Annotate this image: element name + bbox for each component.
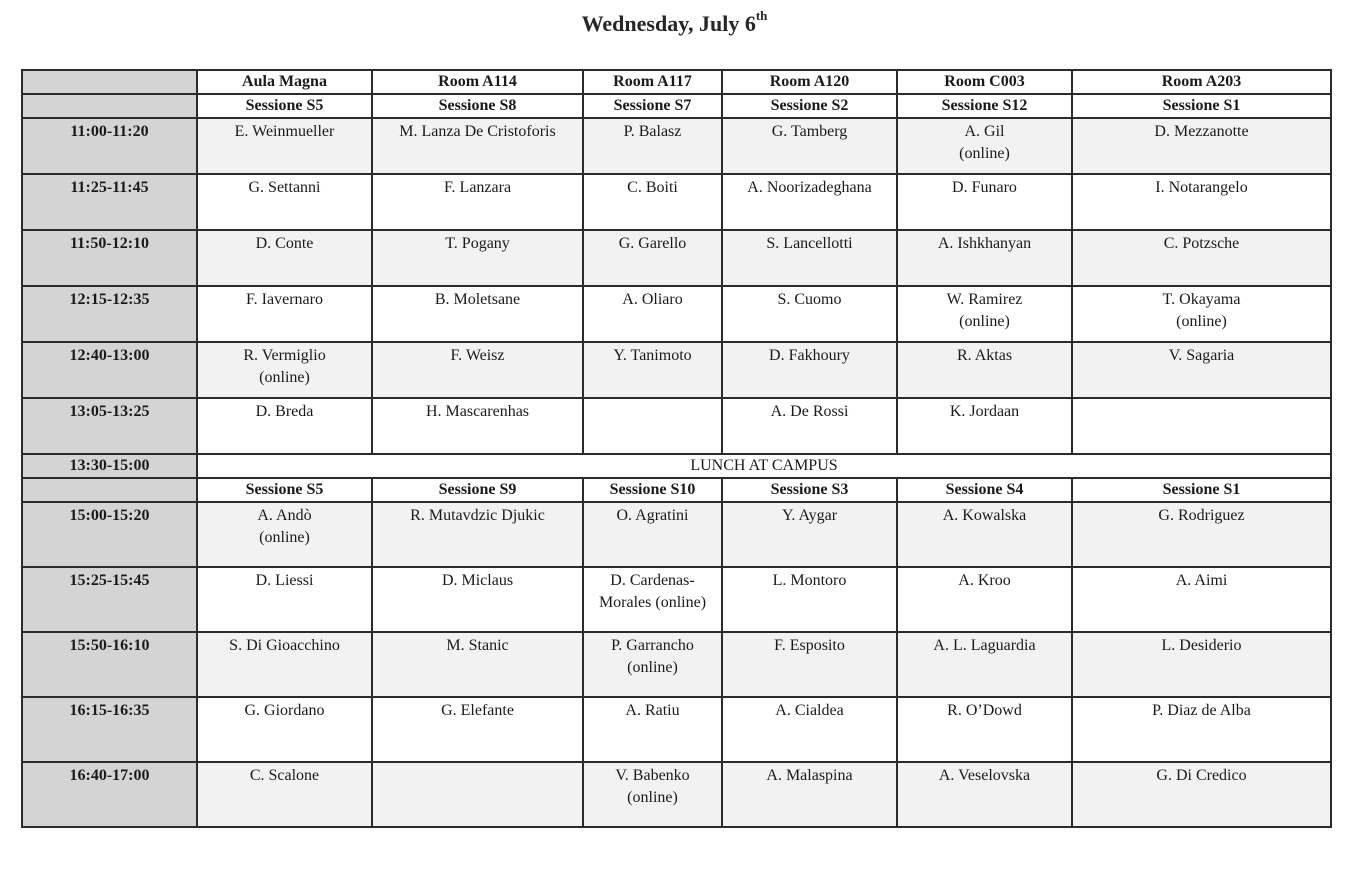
speaker-cell [372,762,583,827]
session-header-text: Sessione S2 [770,97,849,114]
speaker-cell-text: M. Lanza De Cristoforis [399,123,556,140]
speaker-cell [197,762,372,827]
speaker-cell-text: K. Jordaan [949,403,1020,420]
speaker-cell [583,174,722,230]
speaker-cell [897,567,1072,632]
speaker-cell [722,342,897,398]
session-header [372,94,583,118]
time-slot-text: 12:40-13:00 [69,347,150,364]
speaker-cell-text: C. Scalone [249,767,320,784]
table-row [22,230,1331,286]
speaker-cell-text: P. Balasz [623,123,682,140]
speaker-cell [722,632,897,697]
speaker-cell-text: D. Conte [255,235,314,252]
speaker-cell-text: A. Oliaro [622,291,683,308]
speaker-cell [372,697,583,762]
speaker-cell-text: E. Weinmueller [234,123,335,140]
speaker-cell-text: S. Cuomo [777,291,842,308]
session-header [197,478,372,502]
session-header-text: Sessione S1 [1162,97,1241,114]
time-slot-text: 11:25-11:45 [70,179,149,196]
speaker-cell [197,286,372,342]
speaker-cell [1072,567,1331,632]
session-header-text: Sessione S3 [770,481,849,498]
speaker-cell-text: G. Settanni [248,179,321,196]
rooms-header-row [22,70,1331,94]
lunch-row [22,454,1331,478]
time-slot-text: 15:25-15:45 [69,572,150,589]
speaker-cell-text: V. Babenko (online) [615,767,690,806]
speaker-cell [583,697,722,762]
table-row [22,118,1331,174]
session-header-text: Sessione S4 [945,481,1024,498]
speaker-cell [722,567,897,632]
speaker-cell-text: A. Veselovska [938,767,1031,784]
lunch-time [22,454,197,478]
speaker-cell-text: R. Mutavdzic Djukic [410,507,545,524]
room-header [197,70,372,94]
speaker-cell-text: A. Ratiu [625,702,680,719]
session-header [897,94,1072,118]
speaker-cell-text: D. Breda [255,403,314,420]
speaker-cell-text: T. Okayama (online) [1162,291,1241,330]
room-header [897,70,1072,94]
time-slot [22,567,197,632]
speaker-cell-text: A. L. Laguardia [933,637,1036,654]
speaker-cell [722,174,897,230]
session-header-text: Sessione S5 [245,481,324,498]
speaker-cell [897,697,1072,762]
speaker-cell [583,502,722,567]
speaker-cell-text: R. O’Dowd [947,702,1022,719]
speaker-cell-text: A. Noorizadeghana [747,179,872,196]
speaker-cell-text: S. Lancellotti [766,235,853,252]
session-header-text: Sessione S8 [438,97,517,114]
speaker-cell-text: L. Desiderio [1161,637,1242,654]
speaker-cell-text: P. Garrancho (online) [611,637,694,676]
speaker-cell-text: M. Stanic [446,637,509,654]
speaker-cell [583,118,722,174]
room-header-text: Room A117 [613,73,692,90]
speaker-cell [583,762,722,827]
speaker-cell [1072,118,1331,174]
speaker-cell-text: L. Montoro [772,572,847,589]
speaker-cell [197,632,372,697]
time-slot [22,762,197,827]
speaker-cell-text: A. Andò (online) [257,507,312,546]
room-header-text: Room A120 [769,73,850,90]
speaker-cell [197,230,372,286]
session-header [722,94,897,118]
room-header-text: Room A114 [438,73,517,90]
speaker-cell-text: G. Di Credico [1156,767,1247,784]
speaker-cell-text: A. Aimi [1175,572,1228,589]
time-slot-text: 11:50-12:10 [69,235,150,252]
session-header-text: Sessione S9 [438,481,517,498]
time-slot-text: 11:00-11:20 [70,123,149,140]
speaker-cell-text: P. Diaz de Alba [1152,702,1251,719]
speaker-cell-text: T. Pogany [445,235,510,252]
session-header [722,478,897,502]
speaker-cell [197,342,372,398]
schedule-table [21,69,1332,828]
lunch-time-text: 13:30-15:00 [69,457,150,474]
speaker-cell-text: C. Potzsche [1163,235,1240,252]
schedule-body [22,70,1331,827]
room-header [1072,70,1331,94]
speaker-cell [197,398,372,454]
table-row [22,342,1331,398]
table-row [22,762,1331,827]
session-header-text: Sessione S10 [609,481,696,498]
speaker-cell [897,502,1072,567]
time-slot-text: 16:40-17:00 [69,767,150,784]
time-slot [22,342,197,398]
time-slot [22,632,197,697]
speaker-cell [372,567,583,632]
speaker-cell [897,398,1072,454]
speaker-cell [1072,230,1331,286]
speaker-cell [722,697,897,762]
speaker-cell-text: D. Liessi [255,572,314,589]
time-slot [22,502,197,567]
session-header-text: Sessione S5 [245,97,324,114]
speaker-cell-text: F. Weisz [450,347,505,364]
speaker-cell-text: D. Funaro [952,179,1017,196]
room-header [722,70,897,94]
speaker-cell-text: R. Aktas [956,347,1013,364]
session-header [583,478,722,502]
speaker-cell-text: D. Mezzanotte [1154,123,1249,140]
session-header [897,478,1072,502]
table-row [22,174,1331,230]
session-corner-cell [22,94,197,118]
speaker-cell-text: A. Ishkhanyan [937,235,1032,252]
table-row [22,502,1331,567]
speaker-cell [583,342,722,398]
speaker-cell-text: G. Elefante [441,702,514,719]
speaker-cell [897,342,1072,398]
speaker-cell [897,174,1072,230]
speaker-cell [1072,286,1331,342]
speaker-cell [897,286,1072,342]
time-slot-text: 13:05-13:25 [69,403,150,420]
room-header-text: Room A203 [1161,73,1242,90]
speaker-cell-text: W. Ramirez (online) [946,291,1023,330]
speaker-cell [372,118,583,174]
time-slot [22,174,197,230]
speaker-cell [1072,174,1331,230]
speaker-cell-text: F. Lanzara [443,179,512,196]
speaker-cell-text: A. De Rossi [770,403,849,420]
speaker-cell [722,762,897,827]
title-main: Wednesday, July 6 [581,11,756,36]
speaker-cell-text: A. Cialdea [775,702,844,719]
speaker-cell-text: I. Notarangelo [1155,179,1248,196]
title-suffix: th [755,7,768,23]
speaker-cell [372,632,583,697]
time-slot-text: 12:15-12:35 [69,291,150,308]
speaker-cell [197,118,372,174]
speaker-cell [1072,398,1331,454]
session-header [1072,94,1331,118]
speaker-cell [583,567,722,632]
session-header-text: Sessione S12 [941,97,1028,114]
time-slot [22,697,197,762]
time-slot-text: 15:00-15:20 [69,507,150,524]
speaker-cell-text: R. Vermiglio (online) [243,347,326,386]
time-slot [22,398,197,454]
speaker-cell [1072,342,1331,398]
speaker-cell [197,697,372,762]
session-header-text: Sessione S1 [1162,481,1241,498]
speaker-cell [197,567,372,632]
speaker-cell [722,230,897,286]
speaker-cell [897,762,1072,827]
speaker-cell [372,174,583,230]
speaker-cell [722,398,897,454]
speaker-cell-text: S. Di Gioacchino [229,637,340,654]
time-slot [22,286,197,342]
time-slot-text: 15:50-16:10 [69,637,150,654]
speaker-cell [1072,502,1331,567]
speaker-cell [583,230,722,286]
speaker-cell-text: G. Tamberg [771,123,848,140]
speaker-cell-text: Y. Tanimoto [613,347,692,364]
speaker-cell [197,174,372,230]
speaker-cell [372,230,583,286]
table-row [22,398,1331,454]
lunch-label [197,454,1331,478]
speaker-cell-text: F. Esposito [774,637,845,654]
speaker-cell [722,502,897,567]
speaker-cell-text: O. Agratini [616,507,689,524]
session-header [197,94,372,118]
session-header-text: Sessione S7 [613,97,692,114]
speaker-cell-text: G. Giordano [244,702,325,719]
session-header [372,478,583,502]
speaker-cell-text: A. Kroo [958,572,1011,589]
session-header [1072,478,1331,502]
time-slot [22,118,197,174]
speaker-cell-text: Y. Aygar [781,507,838,524]
time-slot-text: 16:15-16:35 [69,702,150,719]
speaker-cell [897,632,1072,697]
speaker-cell-text: C. Boiti [627,179,678,196]
speaker-cell-text: B. Moletsane [434,291,521,308]
table-row [22,632,1331,697]
speaker-cell [372,502,583,567]
speaker-cell [372,286,583,342]
room-header [372,70,583,94]
speaker-cell [722,118,897,174]
speaker-cell [372,342,583,398]
speaker-cell [583,632,722,697]
room-header-text: Room C003 [944,73,1025,90]
page-title [0,9,1349,39]
speaker-cell [1072,697,1331,762]
table-row [22,697,1331,762]
session-header [583,94,722,118]
speaker-cell [583,286,722,342]
speaker-cell [197,502,372,567]
speaker-cell-text: F. Iavernaro [246,291,323,308]
speaker-cell-text: A. Kowalska [942,507,1027,524]
session-corner-cell [22,478,197,502]
speaker-cell [1072,632,1331,697]
speaker-cell [897,118,1072,174]
time-slot [22,230,197,286]
room-header-text: Aula Magna [242,73,327,90]
corner-cell [22,70,197,94]
table-row [22,286,1331,342]
speaker-cell [372,398,583,454]
speaker-cell-text: V. Sagaria [1168,347,1235,364]
afternoon-sessions-row [22,478,1331,502]
speaker-cell [897,230,1072,286]
speaker-cell-text: G. Garello [618,235,687,252]
speaker-cell-text: D. Miclaus [441,572,514,589]
speaker-cell [1072,762,1331,827]
lunch-label-text: LUNCH AT CAMPUS [690,457,838,474]
table-row [22,567,1331,632]
speaker-cell-text: H. Mascarenhas [425,403,530,420]
speaker-cell-text: G. Rodriguez [1158,507,1245,524]
morning-sessions-row [22,94,1331,118]
speaker-cell-text: A. Gil (online) [959,123,1010,162]
speaker-cell [583,398,722,454]
speaker-cell-text: D. Cardenas- Morales (online) [598,572,707,611]
speaker-cell-text: D. Fakhoury [769,347,850,364]
room-header [583,70,722,94]
speaker-cell [722,286,897,342]
speaker-cell-text: A. Malaspina [766,767,853,784]
